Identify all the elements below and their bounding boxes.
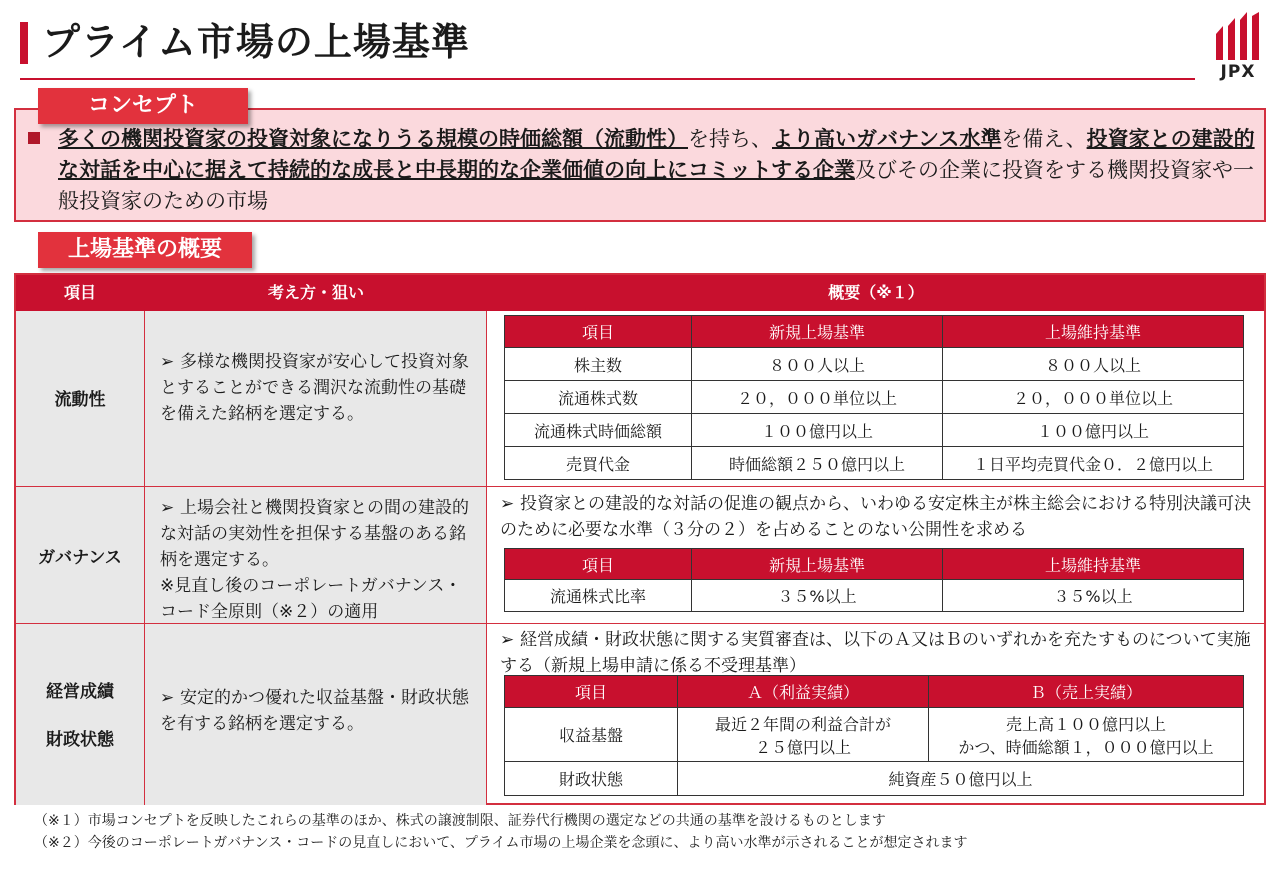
col-header: 項目 [505,676,678,708]
arrowhead-bullet-icon: ➢ [160,352,175,372]
concept-highlight-governance: より高いガバナンス水準 [772,127,1002,151]
table-cell: 流通株式数 [505,381,692,414]
divider [144,311,145,805]
title-underline [20,78,1195,80]
table-cell: ２０，０００単位以上 [943,381,1244,414]
overview-tag: 上場基準の概要 [38,232,252,268]
table-cell: 財政状態 [505,762,678,796]
table-cell: １日平均売買代金０．２億円以上 [943,447,1244,480]
divider [16,486,1264,487]
table-cell: ８００人以上 [943,348,1244,381]
row-label-governance: ガバナンス [38,548,122,568]
table-cell: ８００人以上 [692,348,943,381]
footnote-2: （※２）今後のコーポレートガバナンス・コードの見直しにおいて、プライム市場の上場企業を念頭に、より高い水準が示されることが想定されます [34,835,968,851]
page-title: プライム市場の上場基準 [42,20,470,64]
arrowhead-bullet-icon: ➢ [500,494,515,514]
concept-tag: コンセプト [38,88,248,124]
table-cell: 純資産５０億円以上 [678,762,1244,796]
approach-governance-text: 上場会社と機関投資家との間の建設的な対話の実効性を担保する基盤のある銘柄を選定する。 [160,498,469,570]
table-cell: 時価総額２５０億円以上 [692,447,943,480]
table-cell: １００億円以上 [692,414,943,447]
col-header: 上場維持基準 [943,549,1244,580]
table-cell: 流通株式時価総額 [505,414,692,447]
concept-text-part: を備え、 [1001,127,1087,151]
col-header: 項目 [505,316,692,348]
table-cell [929,708,1244,762]
table-cell: 収益基盤 [505,708,678,762]
table-cell [678,708,929,762]
concept-highlight-liquidity: 多くの機関投資家の投資対象になりうる規模の時価総額（流動性） [58,127,688,151]
jpx-logo-mark-icon [1210,12,1266,60]
concept-highlight-dialogue: 投資家との建設的な対話を中心に据えて持続的な成長と中長期的な企業価値の向上にコミットする企業 [58,127,1255,182]
table-cell: 流通株式比率 [505,580,692,612]
summary-governance [500,491,1252,543]
performance-criteria-table [504,675,1244,796]
summary-performance [500,627,1252,679]
summary-performance-text: 経営成績・財政状態に関する実質審査は、以下のＡ又はＢのいずれかを充たすものについて実施する（新規上場申請に係る不受理基準） [500,630,1251,676]
concept-text-part: を持ち、 [688,127,772,151]
approach-governance-note: ※見直し後のコーポレートガバナンス・コード全原則（※２）の適用 [160,576,462,622]
cell-line: かつ、時価総額１，０００億円以上 [958,737,1214,757]
liquidity-criteria-table [504,315,1244,480]
table-cell: ３５%以上 [692,580,943,612]
logo-text: JPX [1220,62,1256,82]
arrowhead-bullet-icon: ➢ [160,498,175,518]
square-bullet-icon [28,132,40,144]
divider [486,311,487,805]
row-label-performance: 経営成績 [46,682,114,702]
col-header: Ａ（利益実績） [678,676,929,708]
header-approach: 考え方・狙い [146,275,486,311]
col-header: 上場維持基準 [943,316,1244,348]
approach-liquidity-text: 多様な機関投資家が安心して投資対象とすることができる潤沢な流動性の基礎を備えた銘柄を選定する。 [160,352,469,424]
cell-line: 売上高１００億円以上 [1005,714,1166,734]
header-item: 項目 [16,275,144,311]
concept-text-part: 及びその企業に投資をする機関投資家や一般投資家のための市場 [58,158,1254,213]
criteria-table [14,273,1266,805]
governance-criteria-table [504,548,1244,612]
cell-line: 最近２年間の利益合計が [714,714,891,734]
table-cell: １００億円以上 [943,414,1244,447]
footnote-1: （※１）市場コンセプトを反映したこれらの基準のほか、株式の譲渡制限、証券代行機関の選定などの共通の基準を設けるものとします [34,813,886,829]
arrowhead-bullet-icon: ➢ [500,630,515,650]
arrowhead-bullet-icon: ➢ [160,688,175,708]
cell-line: ２５億円以上 [754,737,851,757]
col-header: Ｂ（売上実績） [929,676,1244,708]
row-label-liquidity: 流動性 [54,390,106,410]
concept-text [58,124,1256,217]
approach-governance [160,495,478,625]
summary-governance-text: 投資家との建設的な対話の促進の観点から、いわゆる安定株主が株主総会における特別決議可決のために必要な水準（３分の２）を占めることのない公開性を求める [500,494,1251,540]
approach-liquidity [160,349,478,427]
col-header: 新規上場基準 [692,316,943,348]
table-cell: 売買代金 [505,447,692,480]
jpx-logo [1210,12,1266,88]
approach-performance-text: 安定的かつ優れた収益基盤・財政状態を有する銘柄を選定する。 [160,688,469,734]
table-cell: 株主数 [505,348,692,381]
table-cell: ３５%以上 [943,580,1244,612]
approach-performance [160,685,478,737]
col-header: 項目 [505,549,692,580]
col-header: 新規上場基準 [692,549,943,580]
table-cell: ２０，０００単位以上 [692,381,943,414]
row-label-financial: 財政状態 [46,730,114,750]
header-summary: 概要（※１） [488,275,1264,311]
title-accent-bar [20,22,28,64]
